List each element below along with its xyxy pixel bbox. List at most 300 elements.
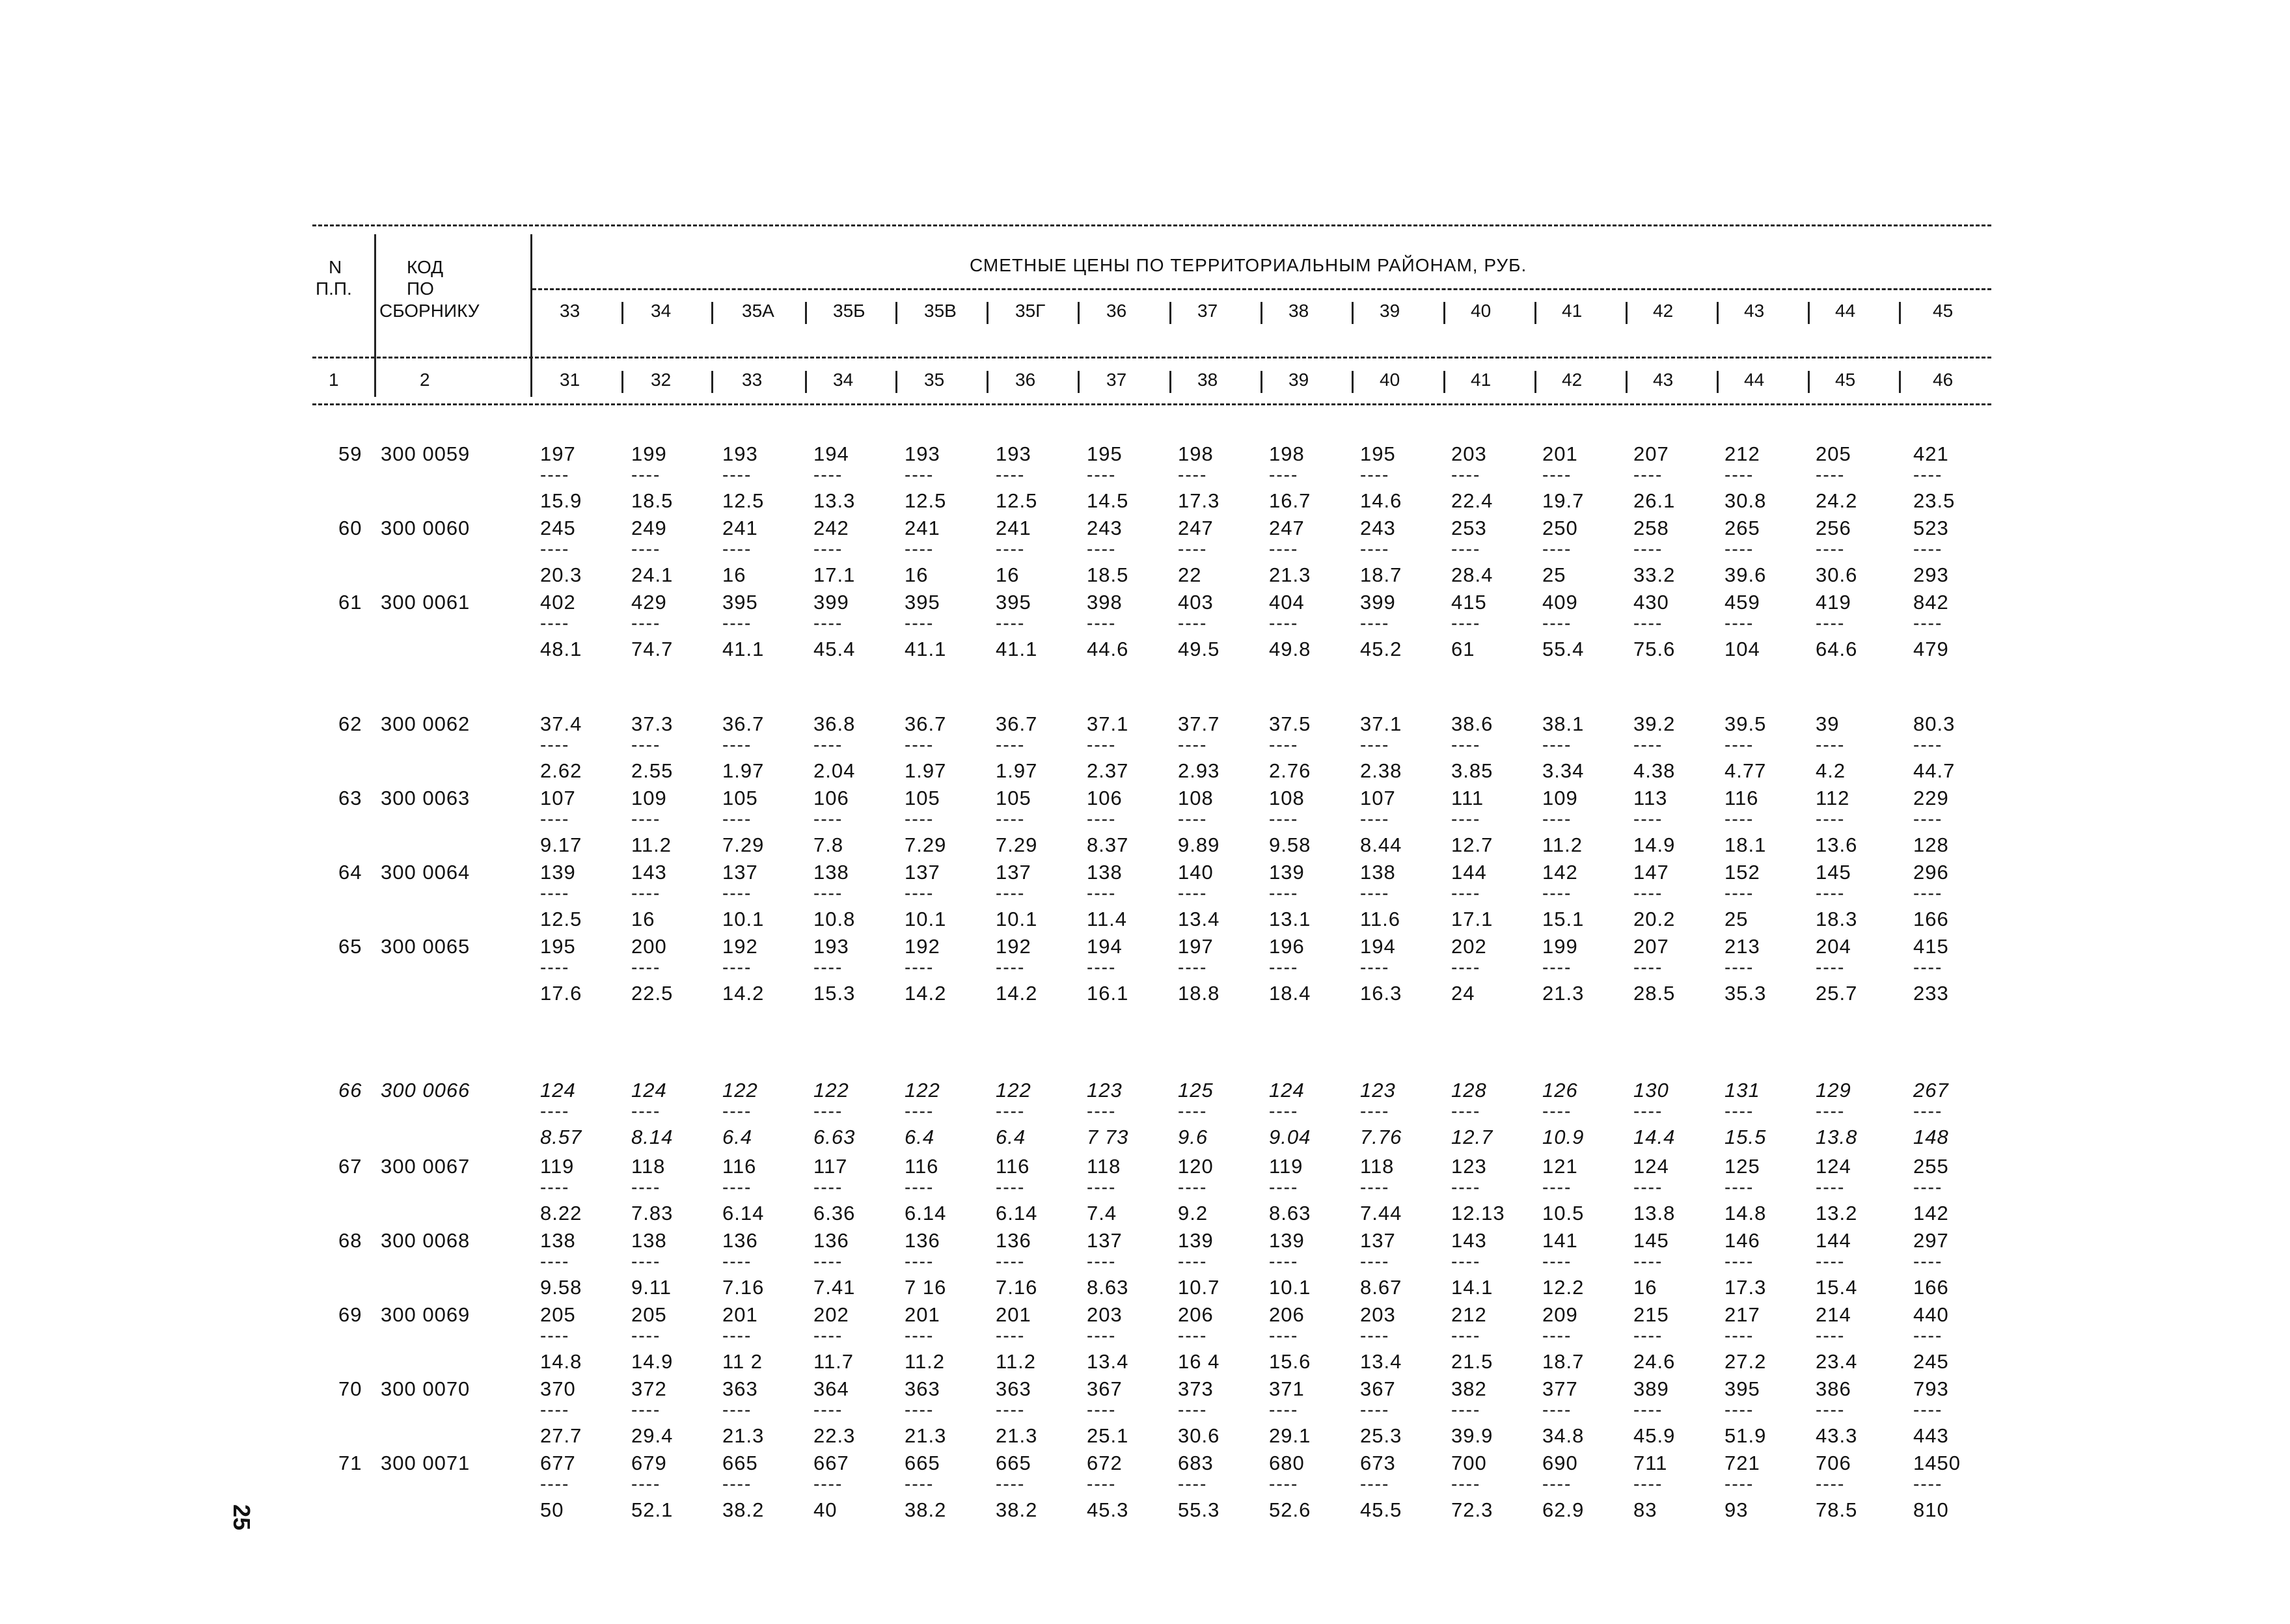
- column-divider: [1808, 302, 1810, 324]
- cell-top: 140: [1178, 861, 1214, 884]
- fraction-bar: ----: [1724, 1400, 1754, 1420]
- cell-bottom: 12.7: [1451, 833, 1493, 856]
- fraction-bar: ----: [813, 1474, 843, 1494]
- row-code: 300 0064: [381, 861, 470, 884]
- fraction-bar: ----: [1913, 539, 1943, 559]
- cell-bottom: 6.4: [722, 1126, 753, 1148]
- fraction-bar: ----: [1542, 613, 1572, 633]
- fraction-bar: ----: [1178, 883, 1208, 903]
- fraction-bar: ----: [1913, 1251, 1943, 1271]
- cell-top: 116: [996, 1155, 1030, 1178]
- row-number: 62: [338, 712, 362, 735]
- fraction-bar: ----: [1178, 1101, 1208, 1121]
- fraction-bar: ----: [1724, 735, 1754, 755]
- fraction-bar: ----: [722, 1474, 752, 1494]
- cell-bottom: 13.4: [1360, 1350, 1402, 1373]
- cell-top: 198: [1269, 442, 1305, 465]
- cell-top: 665: [905, 1452, 940, 1474]
- cell-bottom: 22.5: [631, 982, 674, 1005]
- cell-bottom: 15.5: [1724, 1126, 1767, 1148]
- cell-top: 253: [1451, 517, 1487, 539]
- fraction-bar: ----: [1816, 1325, 1846, 1346]
- fraction-bar: ----: [722, 1177, 752, 1197]
- fraction-bar: ----: [1269, 1474, 1299, 1494]
- fraction-bar: ----: [1542, 465, 1572, 485]
- cell-bottom: 8.22: [540, 1202, 582, 1225]
- cell-bottom: 14.2: [905, 982, 947, 1005]
- cell-bottom: 15.9: [540, 489, 582, 512]
- column-divider: [895, 302, 897, 324]
- cell-top: 108: [1269, 787, 1305, 809]
- cell-bottom: 43.3: [1816, 1424, 1858, 1447]
- cell-bottom: 29.1: [1269, 1424, 1311, 1447]
- fraction-bar: ----: [722, 613, 752, 633]
- cell-bottom: 39.9: [1451, 1424, 1493, 1447]
- cell-bottom: 8.63: [1269, 1202, 1311, 1225]
- cell-bottom: 25.3: [1360, 1424, 1402, 1447]
- cell-top: 145: [1633, 1229, 1669, 1252]
- cell-top: 199: [631, 442, 667, 465]
- cell-bottom: 6.4: [996, 1126, 1026, 1148]
- column-number-13: 42: [1562, 370, 1583, 390]
- cell-bottom: 9.04: [1269, 1126, 1311, 1148]
- fraction-bar: ----: [1633, 1325, 1663, 1346]
- cell-bottom: 27.2: [1724, 1350, 1767, 1373]
- column-divider: [1261, 371, 1262, 393]
- cell-top: 721: [1724, 1452, 1760, 1474]
- row-code: 300 0069: [381, 1303, 470, 1326]
- fraction-bar: ----: [1269, 1325, 1299, 1346]
- cell-top: 126: [1542, 1079, 1578, 1102]
- column-divider: [1717, 302, 1719, 324]
- fraction-bar: ----: [1816, 809, 1846, 829]
- fraction-bar: ----: [1178, 809, 1208, 829]
- cell-bottom: 34.8: [1542, 1424, 1585, 1447]
- fraction-bar: ----: [996, 1400, 1026, 1420]
- fraction-bar: ----: [1178, 1177, 1208, 1197]
- fraction-bar: ----: [1360, 1177, 1390, 1197]
- cell-top: 212: [1724, 442, 1760, 465]
- cell-top: 136: [905, 1229, 940, 1252]
- column-number-17: 46: [1933, 370, 1954, 390]
- cell-bottom: 93: [1724, 1498, 1749, 1521]
- column-divider: [895, 371, 897, 393]
- cell-bottom: 13.8: [1633, 1202, 1676, 1225]
- cell-bottom: 16: [996, 563, 1020, 586]
- district-header-15: 45: [1933, 301, 1954, 321]
- cell-bottom: 11.2: [996, 1350, 1037, 1373]
- cell-bottom: 20.3: [540, 563, 582, 586]
- fraction-bar: ----: [905, 539, 934, 559]
- cell-top: 207: [1633, 935, 1669, 958]
- fraction-bar: ----: [1451, 1400, 1481, 1420]
- cell-bottom: 7.41: [813, 1276, 856, 1299]
- fraction-bar: ----: [540, 1400, 570, 1420]
- cell-bottom: 9.11: [631, 1276, 672, 1299]
- cell-bottom: 6.14: [722, 1202, 765, 1225]
- cell-bottom: 2.55: [631, 759, 674, 782]
- cell-bottom: 14.8: [540, 1350, 582, 1373]
- row-code: 300 0062: [381, 712, 470, 735]
- cell-bottom: 23.4: [1816, 1350, 1858, 1373]
- fraction-bar: ----: [1269, 883, 1299, 903]
- cell-bottom: 27.7: [540, 1424, 582, 1447]
- cell-top: 129: [1816, 1079, 1851, 1102]
- fraction-bar: ----: [1542, 1325, 1572, 1346]
- cell-top: 206: [1269, 1303, 1305, 1326]
- fraction-bar: ----: [1087, 1325, 1117, 1346]
- cell-top: 382: [1451, 1377, 1487, 1400]
- fraction-bar: ----: [1913, 1177, 1943, 1197]
- cell-bottom: 35.3: [1724, 982, 1767, 1005]
- column-number-12: 41: [1471, 370, 1492, 390]
- fraction-bar: ----: [540, 1325, 570, 1346]
- cell-bottom: 25: [1542, 563, 1566, 586]
- cell-top: 193: [905, 442, 940, 465]
- cell-top: 205: [631, 1303, 667, 1326]
- fraction-bar: ----: [1360, 957, 1390, 977]
- fraction-bar: ----: [1178, 1251, 1208, 1271]
- fraction-bar: ----: [1269, 1101, 1299, 1121]
- fraction-bar: ----: [631, 613, 661, 633]
- cell-bottom: 45.5: [1360, 1498, 1402, 1521]
- fraction-bar: ----: [996, 1325, 1026, 1346]
- cell-bottom: 24.6: [1633, 1350, 1676, 1373]
- cell-top: 138: [540, 1229, 576, 1252]
- cell-bottom: 16.3: [1360, 982, 1402, 1005]
- district-header-12: 42: [1653, 301, 1674, 321]
- fraction-bar: ----: [1913, 809, 1943, 829]
- cell-bottom: 9.6: [1178, 1126, 1208, 1148]
- fraction-bar: ----: [1542, 809, 1572, 829]
- fraction-bar: ----: [1913, 957, 1943, 977]
- cell-top: 665: [722, 1452, 758, 1474]
- fraction-bar: ----: [1451, 1101, 1481, 1121]
- cell-bottom: 13.4: [1087, 1350, 1129, 1373]
- cell-bottom: 14.4: [1633, 1126, 1676, 1148]
- cell-top: 363: [996, 1377, 1031, 1400]
- cell-top: 124: [631, 1079, 667, 1102]
- column-divider: [1078, 371, 1080, 393]
- cell-top: 36.7: [996, 712, 1038, 735]
- column-divider: [805, 302, 807, 324]
- column-number-8: 37: [1106, 370, 1127, 390]
- cell-top: 364: [813, 1377, 849, 1400]
- cell-top: 119: [1269, 1155, 1303, 1178]
- fraction-bar: ----: [1724, 1251, 1754, 1271]
- cell-bottom: 14.9: [631, 1350, 674, 1373]
- column-number-3: 32: [651, 370, 672, 390]
- cell-top: 131: [1724, 1079, 1760, 1102]
- fraction-bar: ----: [1913, 1325, 1943, 1346]
- cell-top: 214: [1816, 1303, 1851, 1326]
- cell-bottom: 293: [1913, 563, 1949, 586]
- cell-top: 265: [1724, 517, 1760, 539]
- cell-top: 37.4: [540, 712, 582, 735]
- cell-top: 143: [1451, 1229, 1487, 1252]
- fraction-bar: ----: [631, 1251, 661, 1271]
- fraction-bar: ----: [1542, 1251, 1572, 1271]
- cell-bottom: 48.1: [540, 638, 582, 660]
- fraction-bar: ----: [1087, 465, 1117, 485]
- district-header-13: 43: [1744, 301, 1765, 321]
- cell-bottom: 11.2: [905, 1350, 946, 1373]
- fraction-bar: ----: [1542, 883, 1572, 903]
- column-divider: [621, 302, 623, 324]
- cell-top: 201: [905, 1303, 940, 1326]
- fraction-bar: ----: [1451, 957, 1481, 977]
- row-number: 65: [338, 935, 362, 958]
- cell-bottom: 28.5: [1633, 982, 1676, 1005]
- cell-top: 229: [1913, 787, 1949, 809]
- cell-bottom: 443: [1913, 1424, 1949, 1447]
- cell-top: 793: [1913, 1377, 1949, 1400]
- cell-top: 128: [1451, 1079, 1487, 1102]
- cell-bottom: 21.3: [996, 1424, 1038, 1447]
- cell-bottom: 50: [540, 1498, 564, 1521]
- cell-top: 243: [1360, 517, 1396, 539]
- cell-bottom: 148: [1913, 1126, 1949, 1148]
- fraction-bar: ----: [1269, 539, 1299, 559]
- cell-top: 373: [1178, 1377, 1214, 1400]
- cell-bottom: 61: [1451, 638, 1475, 660]
- fraction-bar: ----: [1269, 809, 1299, 829]
- cell-bottom: 8.57: [540, 1126, 582, 1148]
- fraction-bar: ----: [1451, 1325, 1481, 1346]
- cell-bottom: 24: [1451, 982, 1475, 1005]
- fraction-bar: ----: [1724, 809, 1754, 829]
- cell-top: 690: [1542, 1452, 1578, 1474]
- fraction-bar: ----: [1178, 1325, 1208, 1346]
- column-number-16: 45: [1835, 370, 1856, 390]
- column-number-6: 35: [924, 370, 945, 390]
- district-header-4: 35В: [924, 301, 957, 321]
- cell-top: 389: [1633, 1377, 1669, 1400]
- cell-top: 200: [631, 935, 667, 958]
- cell-top: 193: [722, 442, 758, 465]
- cell-top: 194: [813, 442, 849, 465]
- column-number-4: 33: [742, 370, 763, 390]
- column-divider: [1899, 302, 1901, 324]
- fraction-bar: ----: [813, 735, 843, 755]
- fraction-bar: ----: [540, 735, 570, 755]
- cell-top: 38.6: [1451, 712, 1493, 735]
- fraction-bar: ----: [540, 883, 570, 903]
- cell-top: 243: [1087, 517, 1123, 539]
- cell-top: 247: [1269, 517, 1305, 539]
- cell-top: 201: [1542, 442, 1578, 465]
- cell-bottom: 13.8: [1816, 1126, 1858, 1148]
- fraction-bar: ----: [1178, 539, 1208, 559]
- cell-top: 122: [813, 1079, 849, 1102]
- cell-top: 116: [905, 1155, 939, 1178]
- row-code: 300 0071: [381, 1452, 470, 1474]
- cell-top: 198: [1178, 442, 1214, 465]
- cell-bottom: 11.6: [1360, 908, 1401, 930]
- cell-top: 403: [1178, 591, 1214, 614]
- cell-bottom: 4.77: [1724, 759, 1767, 782]
- fraction-bar: ----: [1178, 465, 1208, 485]
- cell-bottom: 30.6: [1816, 563, 1858, 586]
- cell-bottom: 7.76: [1360, 1126, 1402, 1148]
- cell-bottom: 6.14: [996, 1202, 1038, 1225]
- fraction-bar: ----: [813, 957, 843, 977]
- cell-bottom: 16: [631, 908, 655, 930]
- cell-bottom: 25.1: [1087, 1424, 1129, 1447]
- cell-bottom: 7.16: [996, 1276, 1038, 1299]
- cell-top: 215: [1633, 1303, 1669, 1326]
- cell-top: 123: [1360, 1079, 1396, 1102]
- fraction-bar: ----: [540, 1251, 570, 1271]
- cell-top: 144: [1451, 861, 1487, 884]
- cell-bottom: 12.13: [1451, 1202, 1505, 1225]
- cell-top: 241: [722, 517, 758, 539]
- fraction-bar: ----: [1542, 1400, 1572, 1420]
- cell-top: 255: [1913, 1155, 1949, 1178]
- header-divider-n: [374, 234, 376, 397]
- fraction-bar: ----: [631, 883, 661, 903]
- cell-bottom: 41.1: [905, 638, 947, 660]
- cell-bottom: 7.29: [722, 833, 765, 856]
- cell-top: 137: [1087, 1229, 1123, 1252]
- cell-bottom: 18.7: [1360, 563, 1402, 586]
- cell-top: 377: [1542, 1377, 1578, 1400]
- cell-bottom: 6.14: [905, 1202, 947, 1225]
- fraction-bar: ----: [996, 1251, 1026, 1271]
- cell-bottom: 62.9: [1542, 1498, 1585, 1521]
- cell-bottom: 233: [1913, 982, 1949, 1005]
- fraction-bar: ----: [996, 613, 1026, 633]
- cell-top: 112: [1816, 787, 1850, 809]
- cell-top: 196: [1269, 935, 1305, 958]
- fraction-bar: ----: [722, 539, 752, 559]
- cell-bottom: 14.2: [996, 982, 1038, 1005]
- cell-top: 202: [1451, 935, 1487, 958]
- fraction-bar: ----: [1360, 539, 1390, 559]
- cell-top: 138: [631, 1229, 667, 1252]
- fraction-bar: ----: [905, 1251, 934, 1271]
- row-number: 71: [338, 1452, 362, 1474]
- cell-bottom: 14.2: [722, 982, 765, 1005]
- column-divider: [1443, 371, 1445, 393]
- fraction-bar: ----: [1542, 1474, 1572, 1494]
- fraction-bar: ----: [1087, 883, 1117, 903]
- cell-top: 36.7: [905, 712, 947, 735]
- fraction-bar: ----: [996, 465, 1026, 485]
- cell-top: 136: [813, 1229, 849, 1252]
- fraction-bar: ----: [1816, 613, 1846, 633]
- cell-top: 395: [722, 591, 758, 614]
- cell-bottom: 30.8: [1724, 489, 1767, 512]
- fraction-bar: ----: [1360, 613, 1390, 633]
- fraction-bar: ----: [1087, 1400, 1117, 1420]
- cell-top: 241: [996, 517, 1031, 539]
- cell-bottom: 44.6: [1087, 638, 1129, 660]
- fraction-bar: ----: [1633, 613, 1663, 633]
- column-divider: [1443, 302, 1445, 324]
- cell-bottom: 38.2: [722, 1498, 765, 1521]
- fraction-bar: ----: [996, 1101, 1026, 1121]
- cell-bottom: 2.37: [1087, 759, 1129, 782]
- fraction-bar: ----: [1451, 1251, 1481, 1271]
- cell-top: 80.3: [1913, 712, 1956, 735]
- fraction-bar: ----: [1542, 1177, 1572, 1197]
- cell-top: 122: [996, 1079, 1031, 1102]
- row-number: 64: [338, 861, 362, 884]
- cell-bottom: 24.2: [1816, 489, 1858, 512]
- cell-bottom: 2.76: [1269, 759, 1311, 782]
- fraction-bar: ----: [1269, 613, 1299, 633]
- cell-top: 39.5: [1724, 712, 1767, 735]
- cell-bottom: 40: [813, 1498, 838, 1521]
- fraction-bar: ----: [1360, 1325, 1390, 1346]
- cell-bottom: 8.44: [1360, 833, 1402, 856]
- cell-bottom: 18.7: [1542, 1350, 1585, 1373]
- cell-bottom: 72.3: [1451, 1498, 1493, 1521]
- cell-top: 107: [540, 787, 576, 809]
- fraction-bar: ----: [813, 809, 843, 829]
- column-divider: [987, 371, 988, 393]
- cell-bottom: 33.2: [1633, 563, 1676, 586]
- fraction-bar: ----: [1542, 957, 1572, 977]
- fraction-bar: ----: [540, 809, 570, 829]
- cell-top: 370: [540, 1377, 576, 1400]
- cell-bottom: 83: [1633, 1498, 1657, 1521]
- column-divider: [805, 371, 807, 393]
- fraction-bar: ----: [631, 1101, 661, 1121]
- cell-bottom: 14.8: [1724, 1202, 1767, 1225]
- cell-bottom: 23.5: [1913, 489, 1956, 512]
- cell-top: 212: [1451, 1303, 1487, 1326]
- fraction-bar: ----: [1816, 1251, 1846, 1271]
- fraction-bar: ----: [1087, 735, 1117, 755]
- cell-top: 201: [996, 1303, 1031, 1326]
- cell-top: 250: [1542, 517, 1578, 539]
- cell-top: 124: [540, 1079, 576, 1102]
- cell-top: 202: [813, 1303, 849, 1326]
- fraction-bar: ----: [540, 1177, 570, 1197]
- cell-bottom: 14.9: [1633, 833, 1676, 856]
- fraction-bar: ----: [1913, 1101, 1943, 1121]
- cell-top: 203: [1451, 442, 1487, 465]
- cell-top: 36.7: [722, 712, 765, 735]
- cell-top: 363: [905, 1377, 940, 1400]
- cell-bottom: 7.4: [1087, 1202, 1117, 1225]
- fraction-bar: ----: [1178, 1400, 1208, 1420]
- fraction-bar: ----: [1633, 957, 1663, 977]
- cell-top: 130: [1633, 1079, 1669, 1102]
- fraction-bar: ----: [905, 465, 934, 485]
- cell-top: 36.8: [813, 712, 856, 735]
- fraction-bar: ----: [1451, 1177, 1481, 1197]
- fraction-bar: ----: [1816, 1400, 1846, 1420]
- cell-top: 139: [1269, 1229, 1305, 1252]
- cell-top: 197: [540, 442, 576, 465]
- cell-bottom: 10.9: [1542, 1126, 1585, 1148]
- cell-top: 118: [631, 1155, 666, 1178]
- cell-bottom: 19.7: [1542, 489, 1585, 512]
- fraction-bar: ----: [905, 1325, 934, 1346]
- cell-top: 842: [1913, 591, 1949, 614]
- column-divider: [1169, 302, 1171, 324]
- fraction-bar: ----: [905, 735, 934, 755]
- column-divider: [987, 302, 988, 324]
- fraction-bar: ----: [1360, 1474, 1390, 1494]
- fraction-bar: ----: [1724, 613, 1754, 633]
- cell-top: 430: [1633, 591, 1669, 614]
- fraction-bar: ----: [996, 539, 1026, 559]
- column-number-14: 43: [1653, 370, 1674, 390]
